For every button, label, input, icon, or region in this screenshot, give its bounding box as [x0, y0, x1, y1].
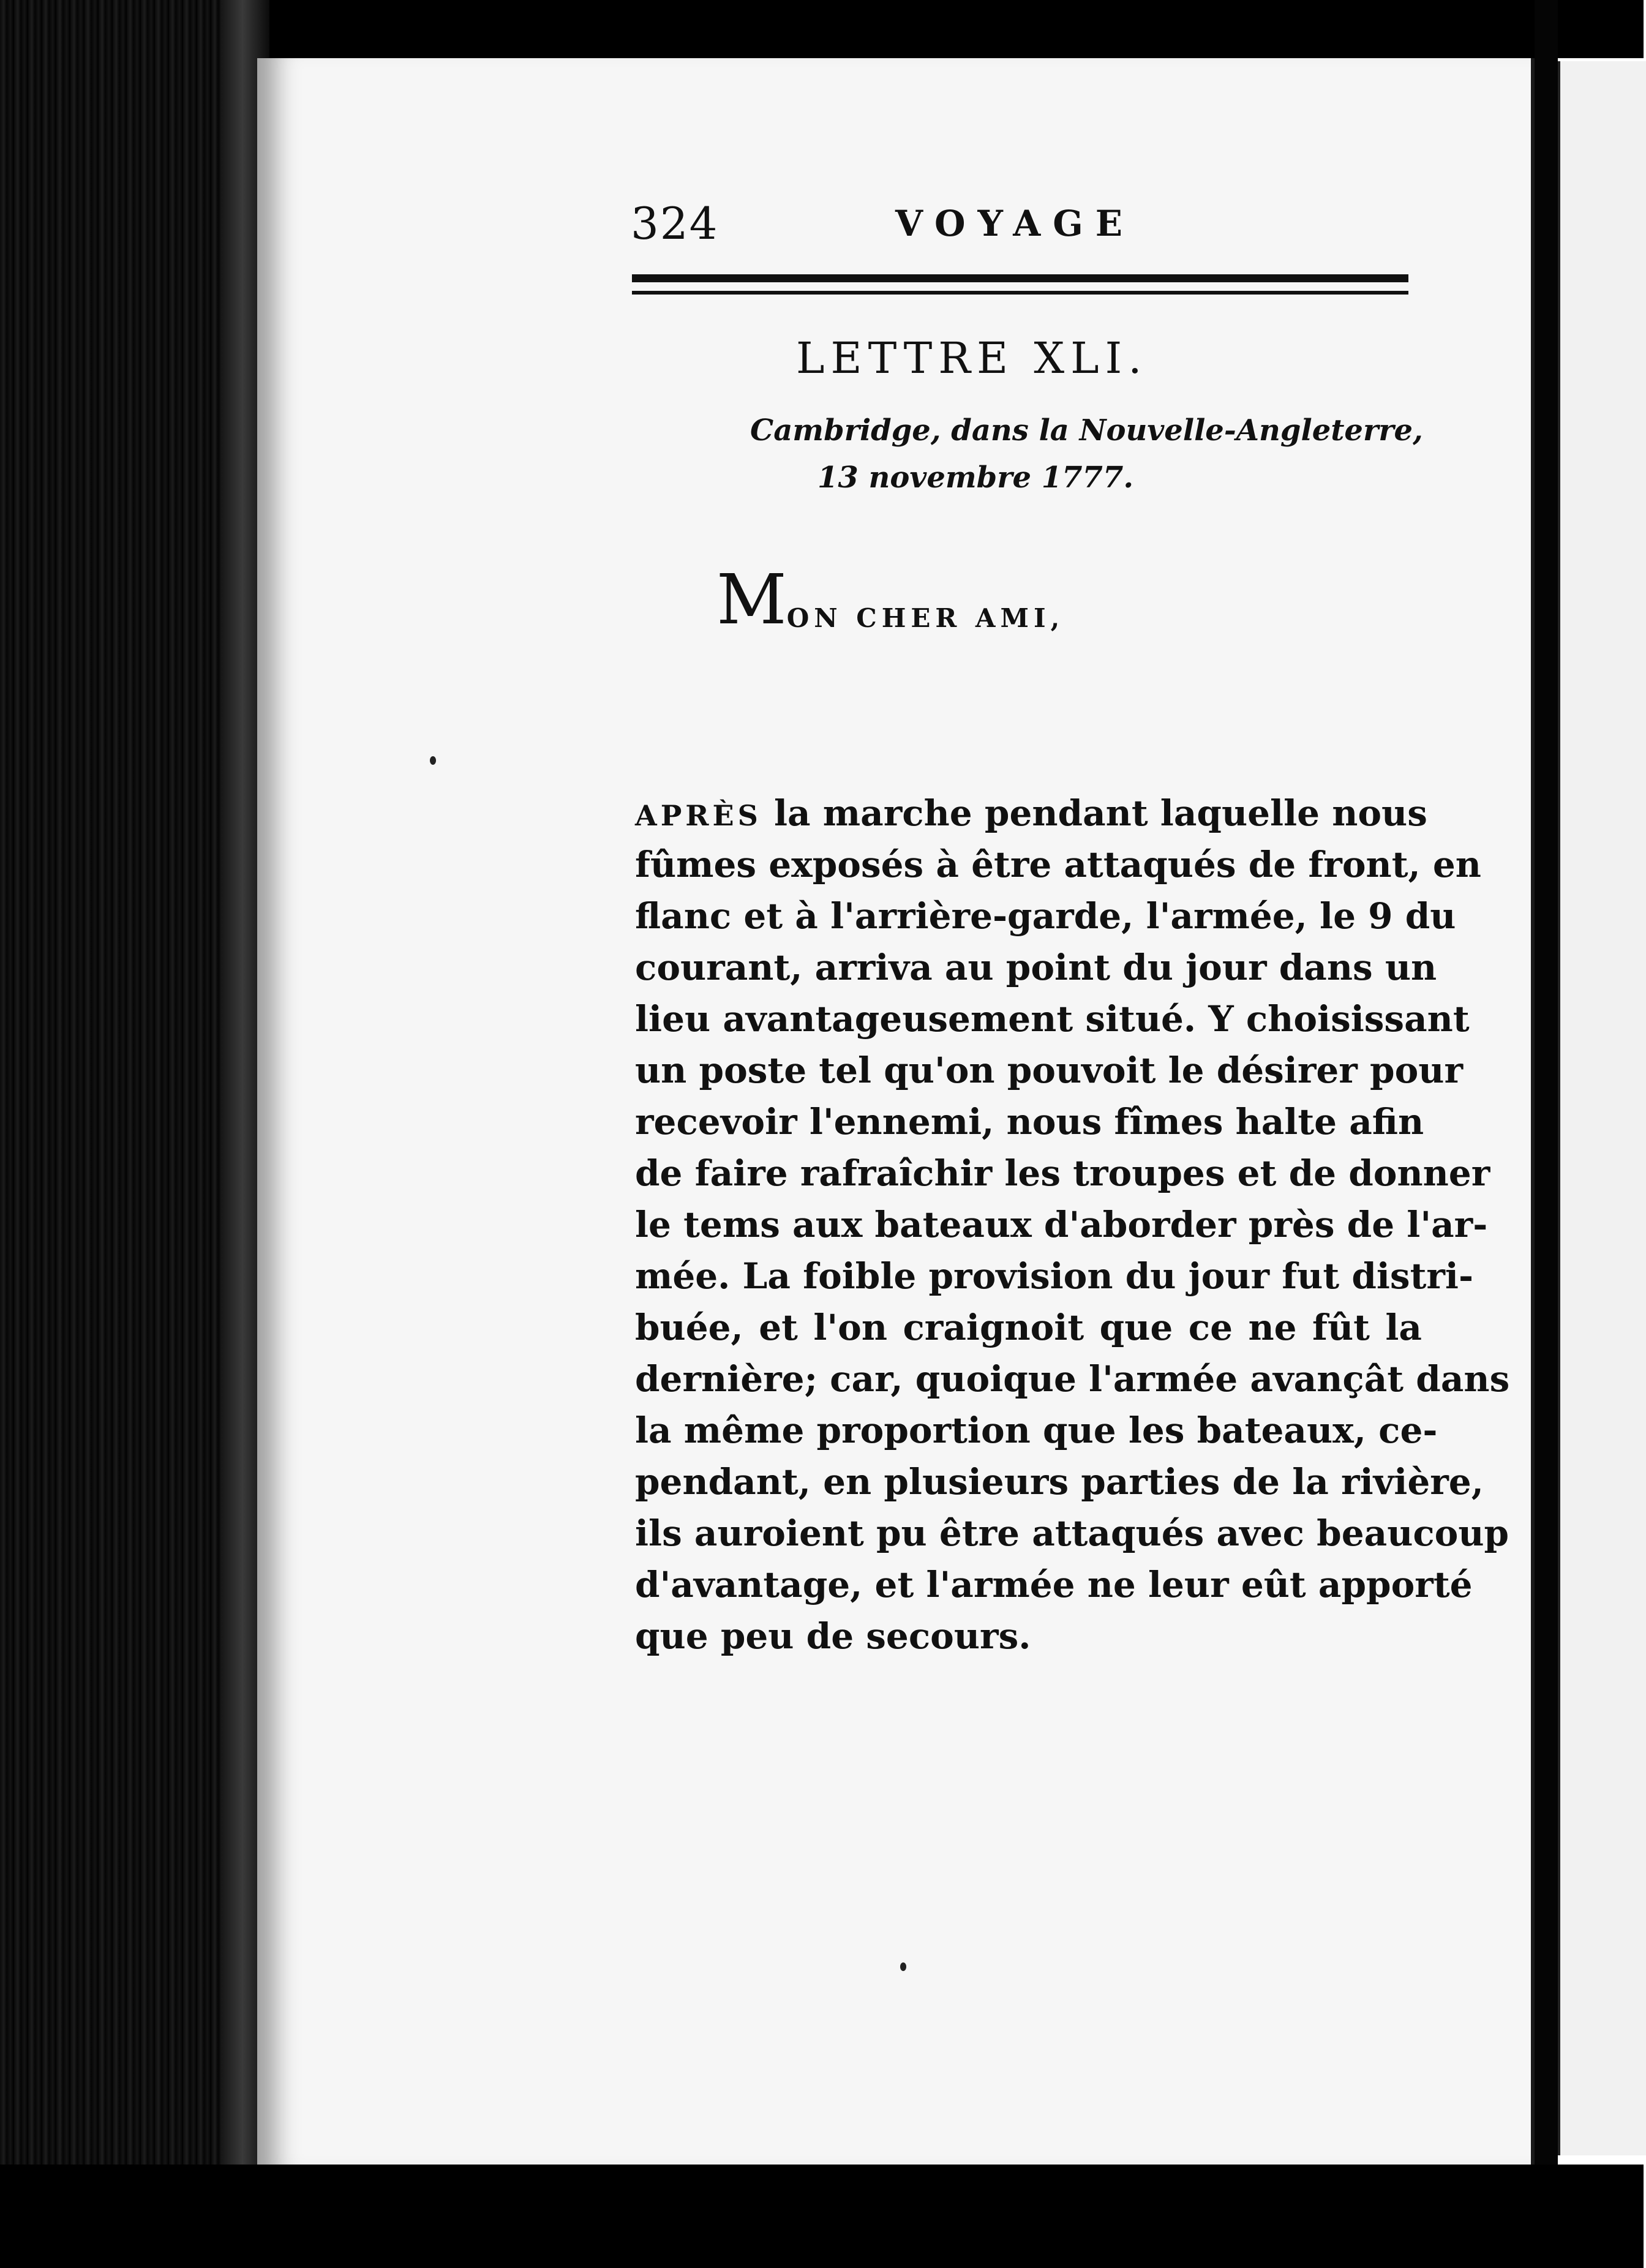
dateline-date: 13 novembre 1777.	[817, 460, 1134, 495]
body-line: pendant, en plusieurs parties de la rivière,	[635, 1461, 1484, 1503]
body-line: recevoir l'ennemi, nous fîmes halte afin	[635, 1101, 1424, 1143]
body-line: de faire rafraîchir les troupes et de donner	[635, 1152, 1490, 1194]
body-line: que peu de secours.	[635, 1615, 1031, 1657]
body-line: lieu avantageusement situé. Y choisissant	[635, 998, 1470, 1040]
body-line: flanc et à l'arrière-garde, l'armée, le 9 du	[635, 895, 1456, 937]
body-line: buée, et l'on craignoit que ce ne fût la	[635, 1307, 1422, 1348]
ink-speck	[900, 1962, 906, 1971]
body-line: la même proportion que les bateaux, ce-	[635, 1410, 1438, 1451]
header-rule-thick	[632, 274, 1408, 282]
body-line-text: la marche pendant laquelle nous	[761, 792, 1427, 834]
page-number: 324	[631, 198, 719, 249]
salutation-text: ON CHER AMI,	[786, 603, 1065, 633]
running-header	[631, 199, 1408, 248]
body-line: courant, arriva au point du jour dans un	[635, 947, 1437, 988]
body-line: d'avantage, et l'armée ne leur eût apporté	[635, 1564, 1473, 1605]
body-line: dernière; car, quoique l'armée avançât dans	[635, 1358, 1510, 1400]
body-line: fûmes exposés à être attaqués de front, en	[635, 844, 1481, 885]
body-line	[635, 787, 1427, 839]
dateline-place: Cambridge, dans la Nouvelle-Angleterre,	[750, 413, 1423, 448]
header-rule-thin	[632, 291, 1408, 295]
gutter-strip	[1535, 0, 1558, 2268]
facing-page-edge	[1558, 61, 1646, 2155]
lead-word: APRÈS	[635, 799, 762, 832]
ink-speck	[430, 756, 436, 765]
body-line: le tems aux bateaux d'aborder près de l'ar-	[635, 1204, 1488, 1245]
body-line: un poste tel qu'on pouvoit le désirer pour	[635, 1050, 1464, 1091]
scan-bottom-edge	[0, 2165, 1644, 2268]
body-line: ils auroient pu être attaqués avec beaucoup	[635, 1512, 1509, 1554]
body-line: mée. La foible provision du jour fut distri-	[635, 1255, 1474, 1297]
book-binding	[0, 0, 269, 2268]
salutation-drop-cap: M	[716, 560, 787, 640]
letter-body	[635, 787, 1510, 1662]
salutation	[716, 560, 1065, 640]
letter-heading: LETTRE XLI.	[796, 333, 1148, 383]
running-title: VOYAGE	[895, 203, 1135, 244]
